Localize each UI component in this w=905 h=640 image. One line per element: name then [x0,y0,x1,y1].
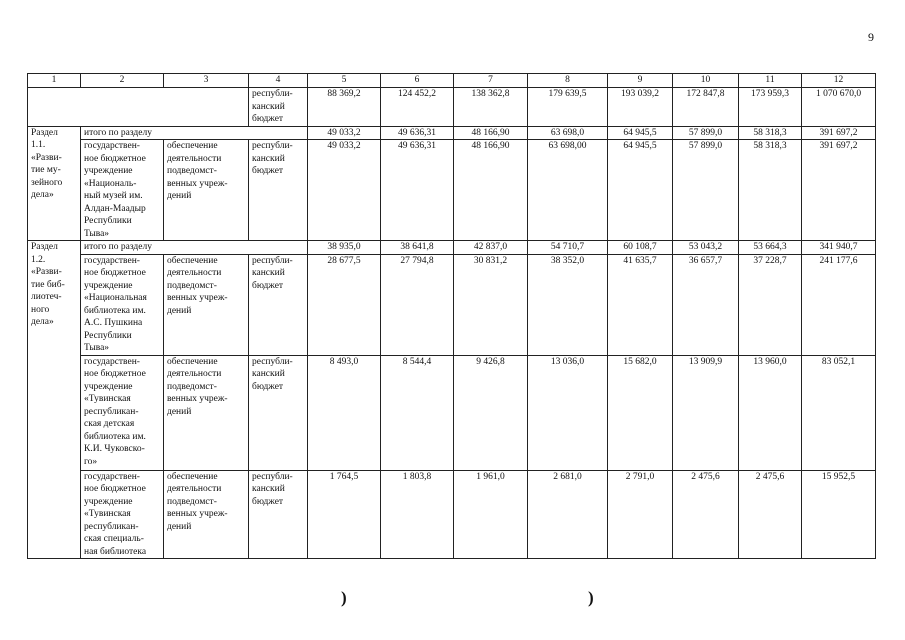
section-label: Раздел 1.1. «Разви- тие му- зейного дела» [28,126,81,241]
total-value-cell: 63 698,0 [528,126,608,140]
value-cell: 138 362,8 [454,88,528,127]
page-number: 9 [868,30,874,44]
header-cell: 12 [802,74,876,88]
organization-cell: государствен- ное бюджетное учреждение «Тувинская республикан- ская специаль- ная библиотека [81,470,164,559]
header-cell: 8 [528,74,608,88]
value-cell: 28 677,5 [308,254,381,355]
value-cell: 2 681,0 [528,470,608,559]
value-cell: 241 177,6 [802,254,876,355]
section-total-row [28,126,876,140]
header-cell: 6 [381,74,454,88]
total-value-cell: 391 697,2 [802,126,876,140]
source-cell: республи- канский бюджет [249,88,308,127]
total-value-cell: 54 710,7 [528,241,608,255]
value-cell: 57 899,0 [673,140,739,241]
source-cell: республи- канский бюджет [249,140,308,241]
total-value-cell: 64 945,5 [608,126,673,140]
value-cell: 9 426,8 [454,355,528,470]
value-cell: 1 803,8 [381,470,454,559]
total-value-cell: 49 033,2 [308,126,381,140]
total-value-cell: 57 899,0 [673,126,739,140]
organization-cell: государствен- ное бюджетное учреждение «Тувинская республикан- ская детская библиотека им. К.И. Чуковско- го» [81,355,164,470]
total-value-cell: 53 664,3 [739,241,802,255]
value-cell: 83 052,1 [802,355,876,470]
value-cell: 15 952,5 [802,470,876,559]
header-cell: 9 [608,74,673,88]
header-cell: 11 [739,74,802,88]
value-cell: 179 639,5 [528,88,608,127]
budget-table [27,73,876,559]
value-cell: 88 369,2 [308,88,381,127]
value-cell: 193 039,2 [608,88,673,127]
value-cell: 58 318,3 [739,140,802,241]
value-cell: 37 228,7 [739,254,802,355]
table-row [28,355,876,470]
value-cell: 13 036,0 [528,355,608,470]
total-label: итого по разделу [81,126,308,140]
table-row [28,140,876,241]
empty-cell [28,88,249,127]
value-cell: 8 544,4 [381,355,454,470]
value-cell: 1 070 670,0 [802,88,876,127]
header-cell: 2 [81,74,164,88]
purpose-cell: обеспечение деятельности подведомст- венных учреж- дений [164,355,249,470]
value-cell: 8 493,0 [308,355,381,470]
organization-cell: государствен- ное бюджетное учреждение «Национальная библиотека им. А.С. Пушкина Республики Тыва» [81,254,164,355]
value-cell: 13 960,0 [739,355,802,470]
source-cell: республи- канский бюджет [249,355,308,470]
value-cell: 1 961,0 [454,470,528,559]
value-cell: 15 682,0 [608,355,673,470]
value-cell: 2 475,6 [739,470,802,559]
section-total-row [28,241,876,255]
header-cell: 1 [28,74,81,88]
footer-mark: ) [341,588,347,607]
table-row [28,470,876,559]
total-value-cell: 48 166,90 [454,126,528,140]
total-value-cell: 42 837,0 [454,241,528,255]
value-cell: 49 033,2 [308,140,381,241]
total-value-cell: 49 636,31 [381,126,454,140]
footer-mark: ) [588,588,594,607]
value-cell: 41 635,7 [608,254,673,355]
header-cell: 4 [249,74,308,88]
total-value-cell: 60 108,7 [608,241,673,255]
header-cell: 10 [673,74,739,88]
value-cell: 63 698,00 [528,140,608,241]
value-cell: 13 909,9 [673,355,739,470]
total-value-cell: 53 043,2 [673,241,739,255]
value-cell: 173 959,3 [739,88,802,127]
value-cell: 2 475,6 [673,470,739,559]
section-label: Раздел 1.2. «Разви- тие биб- лиотеч- ного дела» [28,241,81,559]
purpose-cell: обеспечение деятельности подведомст- венных учреж- дений [164,140,249,241]
value-cell: 124 452,2 [381,88,454,127]
table-row [28,254,876,355]
header-row [28,74,876,88]
value-cell: 30 831,2 [454,254,528,355]
header-cell: 7 [454,74,528,88]
total-value-cell: 38 641,8 [381,241,454,255]
source-cell: республи- канский бюджет [249,254,308,355]
total-label: итого по разделу [81,241,308,255]
value-cell: 38 352,0 [528,254,608,355]
purpose-cell: обеспечение деятельности подведомст- венных учреж- дений [164,254,249,355]
header-cell: 5 [308,74,381,88]
total-value-cell: 58 318,3 [739,126,802,140]
purpose-cell: обеспечение деятельности подведомст- венных учреж- дений [164,470,249,559]
value-cell: 48 166,90 [454,140,528,241]
value-cell: 1 764,5 [308,470,381,559]
value-cell: 2 791,0 [608,470,673,559]
value-cell: 27 794,8 [381,254,454,355]
value-cell: 64 945,5 [608,140,673,241]
source-cell: республи- канский бюджет [249,470,308,559]
value-cell: 391 697,2 [802,140,876,241]
total-value-cell: 38 935,0 [308,241,381,255]
value-cell: 172 847,8 [673,88,739,127]
header-cell: 3 [164,74,249,88]
value-cell: 49 636,31 [381,140,454,241]
table-row [28,88,876,127]
value-cell: 36 657,7 [673,254,739,355]
organization-cell: государствен- ное бюджетное учреждение «Националь- ный музей им. Алдан-Маадыр Республики Тыва» [81,140,164,241]
total-value-cell: 341 940,7 [802,241,876,255]
